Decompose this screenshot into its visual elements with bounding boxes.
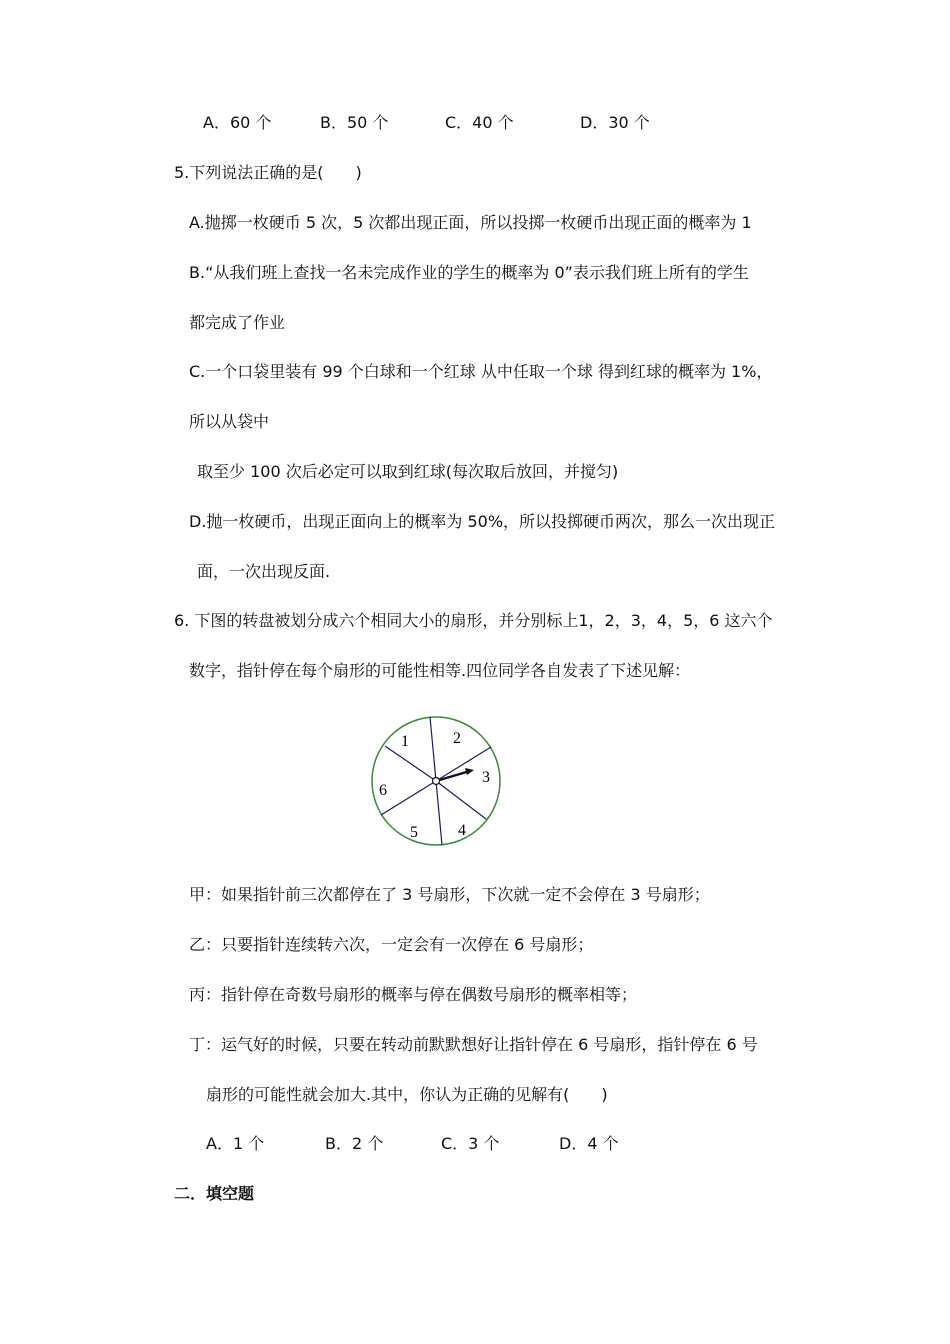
divider-line xyxy=(381,781,436,815)
q5-option-c-line1: C.一个口袋里装有 99 个白球和一个红球 从中任取一个球 得到红球的概率为 1%， xyxy=(189,362,773,381)
sector-label-3: 3 xyxy=(482,769,490,786)
q5-stem: 5.下列说法正确的是( ) xyxy=(174,163,362,182)
spinner-hub xyxy=(433,778,440,785)
q6-statement-yi: 乙：只要指针连续转六次，一定会有一次停在 6 号扇形； xyxy=(189,935,594,954)
q6-stem-line1: 6. 下图的转盘被划分成六个相同大小的扇形，并分别标上1，2，3，4，5，6 这六个 xyxy=(174,611,773,630)
divider-line xyxy=(436,781,486,819)
q6-option-a: A．1 个 xyxy=(206,1134,265,1153)
q6-statement-ding-line2: 扇形的可能性就会加大.其中，你认为正确的见解有( ) xyxy=(206,1085,608,1104)
q6-statement-ding-line1: 丁：运气好的时候，只要在转动前默默想好让指针停在 6 号扇形，指针停在 6 号 xyxy=(189,1035,758,1054)
spinner-figure xyxy=(368,712,508,854)
spinner-pointer xyxy=(436,771,470,781)
q4-option-a: A．60 个 xyxy=(203,113,272,132)
sector-label-4: 4 xyxy=(458,822,466,839)
q5-option-b-line1: B.“从我们班上查找一名未完成作业的学生的概率为 0”表示我们班上所有的学生 xyxy=(189,263,749,282)
sector-label-5: 5 xyxy=(410,824,418,841)
divider-line xyxy=(430,717,436,781)
q6-statement-jia: 甲：如果指针前三次都停在了 3 号扇形，下次就一定不会停在 3 号扇形； xyxy=(189,885,710,904)
q5-option-d-line1: D.抛一枚硬币，出现正面向上的概率为 50%，所以投掷硬币两次，那么一次出现正 xyxy=(189,512,776,531)
q4-option-b: B．50 个 xyxy=(320,113,389,132)
q6-stem-line2: 数字，指针停在每个扇形的可能性相等.四位同学各自发表了下述见解： xyxy=(189,661,691,680)
q6-statement-bing: 丙：指针停在奇数号扇形的概率与停在偶数号扇形的概率相等； xyxy=(189,985,638,1004)
sector-label-1: 1 xyxy=(401,733,409,750)
sector-label-6: 6 xyxy=(379,782,387,799)
q5-option-b-line2: 都完成了作业 xyxy=(189,313,286,332)
q5-option-c-line3: 取至少 100 次后必定可以取到红球(每次取后放回，并搅匀) xyxy=(197,462,619,481)
q5-option-a: A.抛掷一枚硬币 5 次，5 次都出现正面，所以投掷一枚硬币出现正面的概率为 1 xyxy=(189,213,752,232)
q5-option-c-line2: 所以从袋中 xyxy=(189,412,270,431)
q6-option-d: D．4 个 xyxy=(559,1134,619,1153)
section-title: 二．填空题 xyxy=(174,1184,255,1203)
divider-line xyxy=(436,781,442,845)
q4-option-d: D．30 个 xyxy=(580,113,650,132)
divider-line xyxy=(385,746,436,781)
q6-option-c: C．3 个 xyxy=(441,1134,500,1153)
q6-option-b: B．2 个 xyxy=(325,1134,384,1153)
q5-option-d-line2: 面，一次出现反面. xyxy=(197,562,331,581)
sector-label-2: 2 xyxy=(453,730,461,747)
q4-option-c: C．40 个 xyxy=(445,113,514,132)
pointer-arrowhead xyxy=(465,768,474,775)
